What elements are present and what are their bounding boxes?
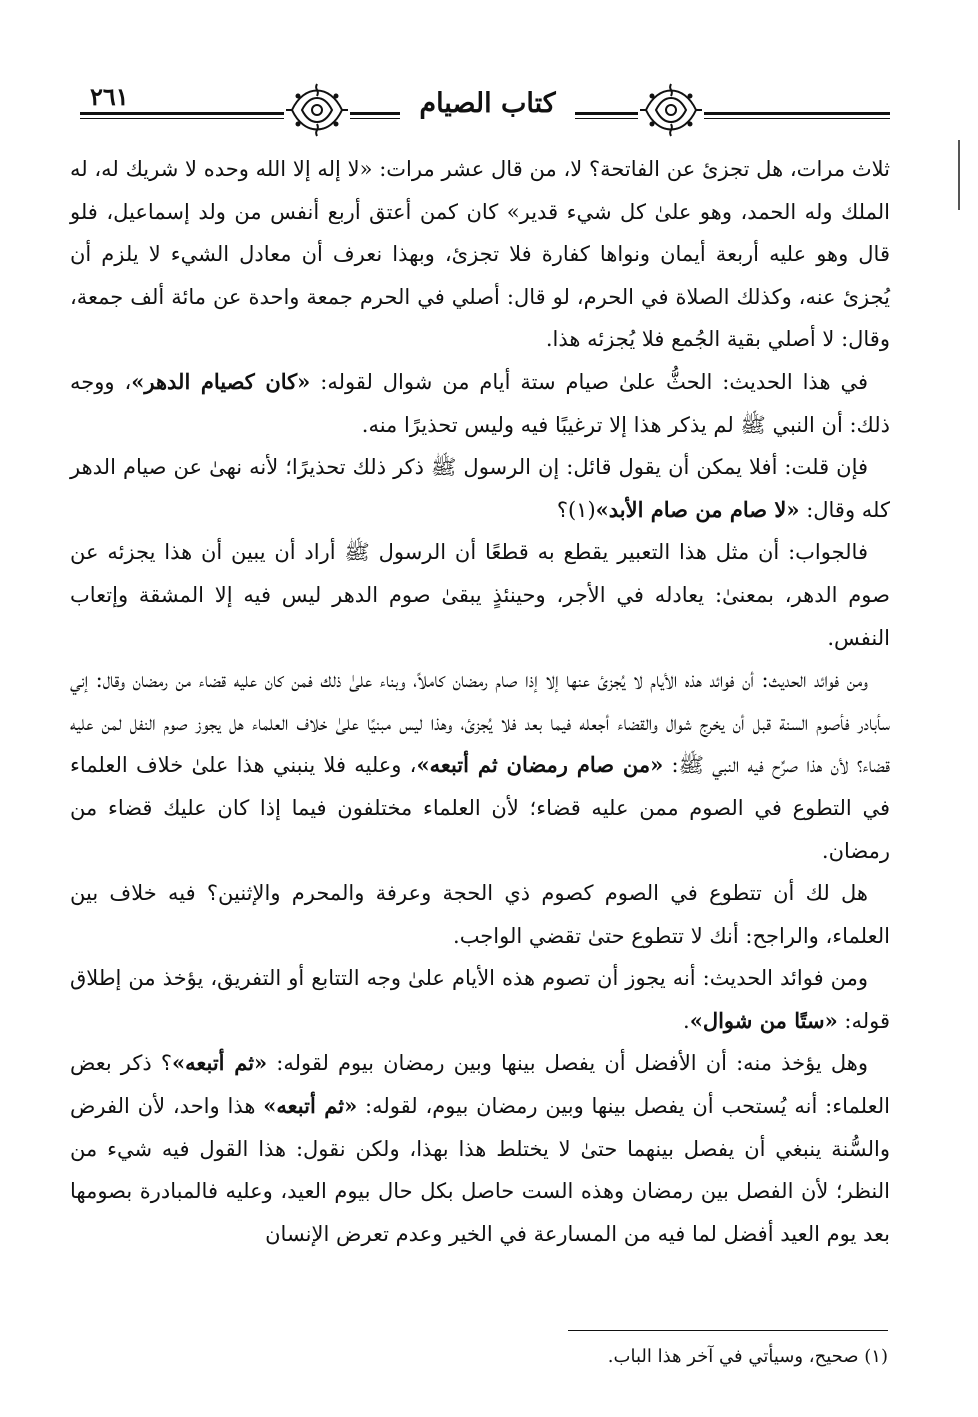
paragraph: في هذا الحديث: الحثُّ علىٰ صيام ستة أيام من شوال لقوله: «كان كصيام الدهر»، ووجه ذلك: أن النبي ﷺ لم يذكر هذا إلا ترغيبًا فيه وليس تحذيرًا منه. [70,368,890,437]
footnote-ref: (١)؟ [556,497,596,522]
paragraph: فالجواب: أن مثل هذا التعبير يقطع به قطعًا أن الرسول ﷺ أراد أن يبين أن هذا يجزئه عن صوم الدهر، بمعنىٰ: يعادله في الأجر، وحينئذٍ يبقىٰ صوم الدهر ليس فيه إلا المشقة وإتعاب النفس. [70,540,890,650]
ornament-left-icon [284,78,350,142]
hadith-quote: «ثم أتبعه» [263,1093,358,1119]
hadith-quote: «كان كصيام الدهر» [131,368,311,394]
footnote: (١) صحيح، وسيأتي في آخر هذا الباب. [607,1346,888,1367]
main-text [70,148,890,1255]
page-header [80,78,890,148]
paragraph: ومن فوائد الحديث: أن فوائد هذه الأيام لا يُجزئ عنها إلا إذا صام رمضان كاملاً، وبناء علىٰ ذلك فمن كان عليه قضاء من رمضان وقال: إني سأبادر فأصوم السنة قبل أن يخرج شوال والقضاء أجعله فيما بعد فلا يُجزئ، وهذا ليس مبنيًا علىٰ خلاف العلماء هل يجوز صوم النفل لمن عليه قضاء؟ لأن هذا صرِّح فيه النبي ﷺ: «من صام رمضان ثم أتبعه»، وعليه فلا ينبني هذا علىٰ خلاف العلماء في التطوع في الصوم ممن عليه قضاء؛ لأن العلماء مختلفون فيما إذا كان عليك قضاء من رمضان. [70,668,890,863]
paragraph: ثلاث مرات، هل تجزئ عن الفاتحة؟ لا، من قال عشر مرات: «لا إله إلا الله وحده لا شريك له، له الملك وله الحمد، وهو علىٰ كل شيء قدير» كان كمن أعتق أربع أنفس من ولد إسماعيل، فلو قال وهو عليه أربعة أيمان ونواها كفارة فلا تجزئ، وبهذا نعرف أن معادل الشيء لا يلزم أن يُجزئ عنه، وكذلك الصلاة في الحرم، لو قال: أصلي في الحرم جمعة واحدة عن مائة ألف جمعة، وقال: لا أصلي بقية الجُمع فلا يُجزئه هذا. [70,157,890,352]
paragraph: فإن قلت: أفلا يمكن أن يقول قائل: إن الرسول ﷺ ذكر ذلك تحذيرًا؛ لأنه نهىٰ عن صيام الدهر كله وقال: «لا صام من صام الأبد»(١)؟ [70,455,890,522]
paragraph: هل لك أن تتطوع في الصوم كصوم ذي الحجة وعرفة والمحرم والإثنين؟ فيه خلاف بين العلماء، والراجح: أنك لا تتطوع حتىٰ تقضي الواجب. [70,881,890,948]
footnote-divider [568,1330,888,1331]
ornament-right-icon [638,78,704,142]
margin-mark [958,140,960,210]
hadith-quote: «لا صام من صام الأبد» [595,496,800,522]
paragraph: وهل يؤخذ منه: أن الأفضل أن يفصل بينها وبين رمضان بيوم لقوله: «ثم أتبعه»؟ ذكر بعض العلماء: أنه يُستحب أن يفصل بينها وبين رمضان بيوم، لقوله: «ثم أتبعه» هذا واحد، لأن الفرض والسُّنة ينبغي أن يفصل بينهما حتىٰ لا يختلط هذا بهذا، ولكن نقول: هذا القول فيه شيء من النظر؛ لأن الفصل بين رمضان وهذه الست حاصل بكل حال بيوم العيد، وعليه فالمبادرة بصومها بعد يوم العيد أفضل لما فيه من المسارعة في الخير وعدم تعرض الإنسان [70,1050,890,1246]
hadith-quote: «ثم أتبعه» [171,1050,268,1076]
hadith-quote: «ستًا من شوال» [689,1007,838,1033]
paragraph: ومن فوائد الحديث: أنه يجوز أن تصوم هذه الأيام علىٰ وجه التتابع أو التفريق، يؤخذ من إطلاق قوله: «ستًا من شوال». [70,966,890,1033]
page-number: ٢٦١ [86,82,133,111]
hadith-quote: «من صام رمضان ثم أتبعه» [416,752,664,778]
header-title: كتاب الصيام [400,88,575,119]
